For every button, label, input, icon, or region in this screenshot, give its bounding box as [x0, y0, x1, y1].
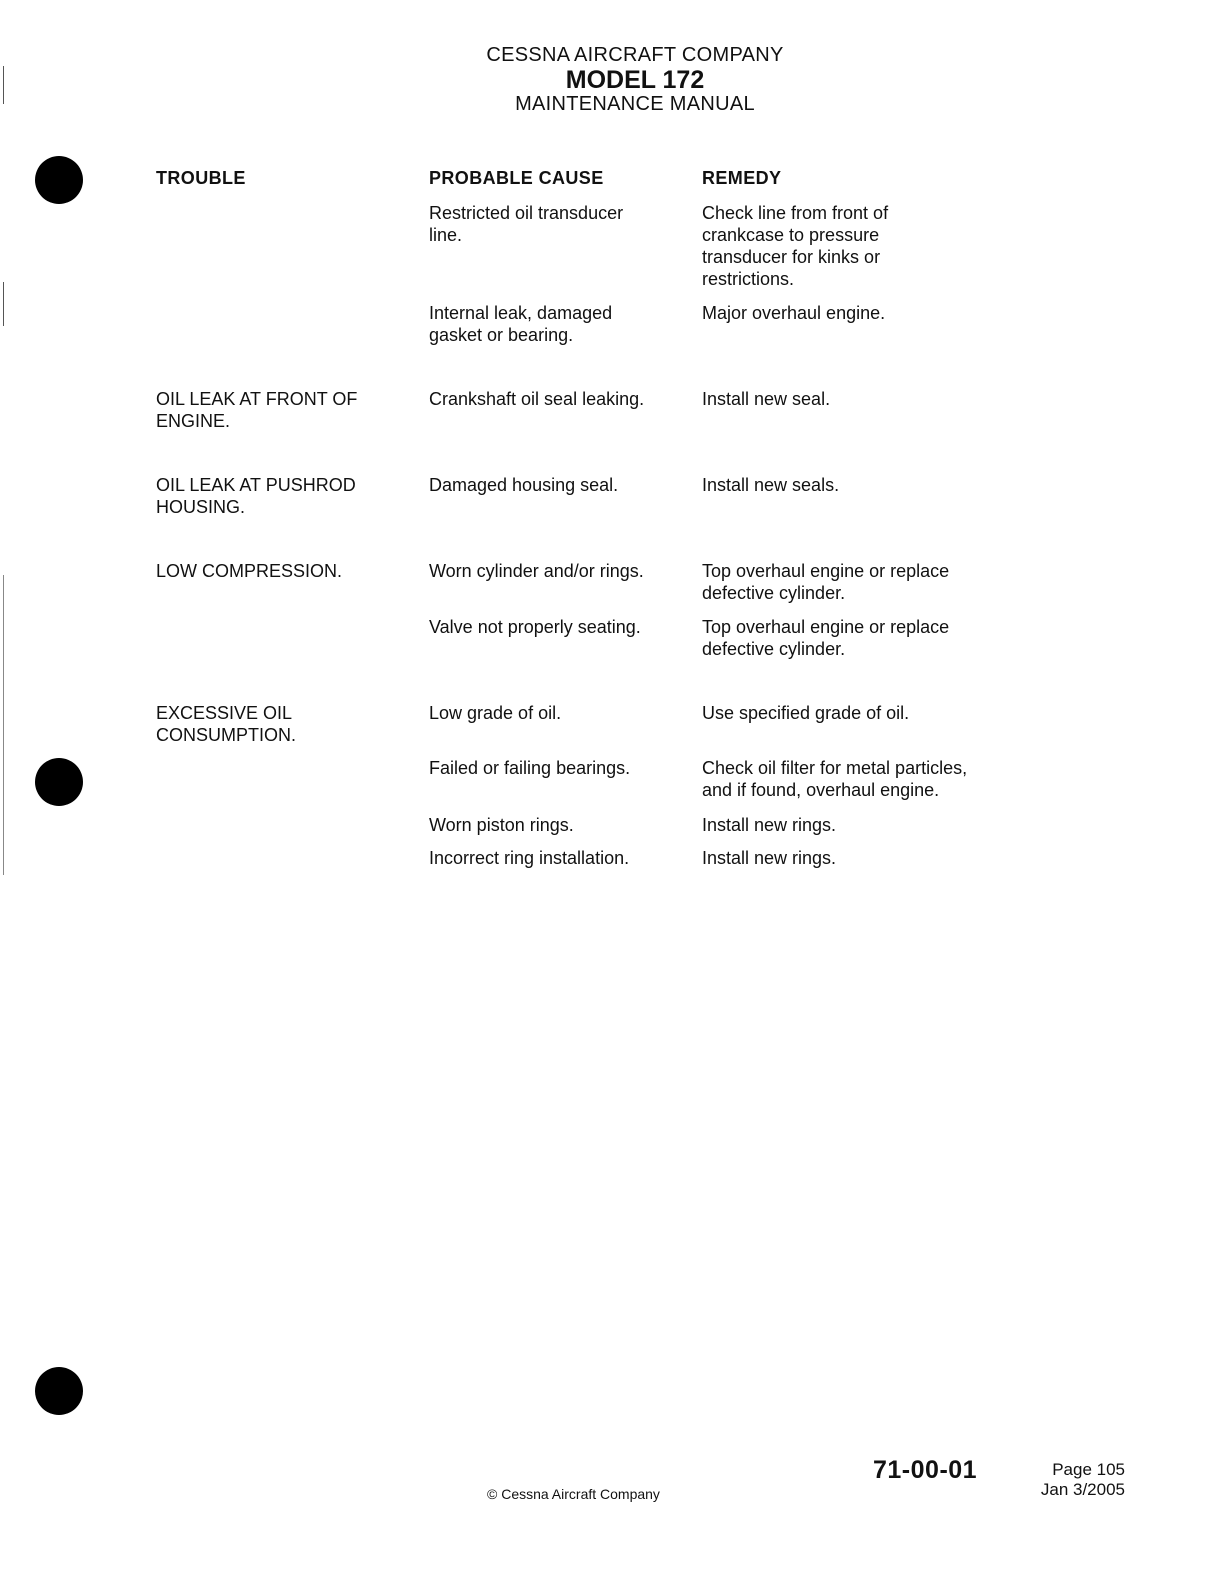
table-cell-remedy: Top overhaul engine or replace defective cylinder.	[702, 561, 950, 603]
table-cell-remedy: Major overhaul engine.	[702, 303, 886, 323]
table-cell-cause: Incorrect ring installation.	[429, 848, 630, 868]
table-cell-cause: Low grade of oil.	[429, 703, 562, 723]
model-title: MODEL 172	[565, 66, 705, 94]
column-header-probable-cause: PROBABLE CAUSE	[429, 168, 604, 188]
table-cell-cause: Worn cylinder and/or rings.	[429, 561, 644, 581]
page-header	[0, 44, 1228, 116]
table-cell-remedy: Check oil filter for metal particles, and if found, overhaul engine.	[702, 758, 968, 800]
table-cell-cause: Failed or failing bearings.	[429, 758, 631, 778]
binder-edge-mark	[3, 575, 4, 875]
table-cell-remedy: Top overhaul engine or replace defective cylinder.	[702, 617, 950, 659]
copyright-notice: © Cessna Aircraft Company	[487, 1486, 660, 1502]
table-cell-trouble: OIL LEAK AT PUSHROD HOUSING.	[156, 475, 356, 517]
table-cell-trouble: EXCESSIVE OIL CONSUMPTION.	[156, 703, 297, 745]
table-cell-remedy: Check line from front of crankcase to pressure transducer for kinks or restrictions.	[702, 203, 889, 289]
manual-title: MAINTENANCE MANUAL	[515, 93, 755, 115]
table-cell-remedy: Install new rings.	[702, 848, 837, 868]
table-cell-cause: Crankshaft oil seal leaking.	[429, 389, 645, 409]
punch-hole	[35, 758, 83, 806]
revision-date: Jan 3/2005	[1040, 1480, 1125, 1499]
section-code: 71-00-01	[873, 1456, 978, 1484]
punch-hole	[35, 156, 83, 204]
table-cell-cause: Valve not properly seating.	[429, 617, 641, 637]
table-cell-remedy: Install new rings.	[702, 815, 837, 835]
punch-hole	[35, 1367, 83, 1415]
table-cell-cause: Internal leak, damaged gasket or bearing.	[429, 303, 613, 345]
page-info	[1000, 1460, 1125, 1500]
table-cell-remedy: Use specified grade of oil.	[702, 703, 910, 723]
page-number: Page 105	[1052, 1460, 1125, 1479]
column-header-trouble: TROUBLE	[156, 168, 246, 188]
binder-edge-mark	[3, 282, 4, 326]
table-cell-trouble: LOW COMPRESSION.	[156, 561, 343, 581]
table-cell-trouble: OIL LEAK AT FRONT OF ENGINE.	[156, 389, 358, 431]
table-cell-remedy: Install new seal.	[702, 389, 831, 409]
table-cell-cause: Worn piston rings.	[429, 815, 574, 835]
table-cell-remedy: Install new seals.	[702, 475, 840, 495]
column-header-remedy: REMEDY	[702, 168, 782, 188]
table-cell-cause: Restricted oil transducer line.	[429, 203, 624, 245]
table-cell-cause: Damaged housing seal.	[429, 475, 619, 495]
company-name: CESSNA AIRCRAFT COMPANY	[486, 44, 784, 66]
